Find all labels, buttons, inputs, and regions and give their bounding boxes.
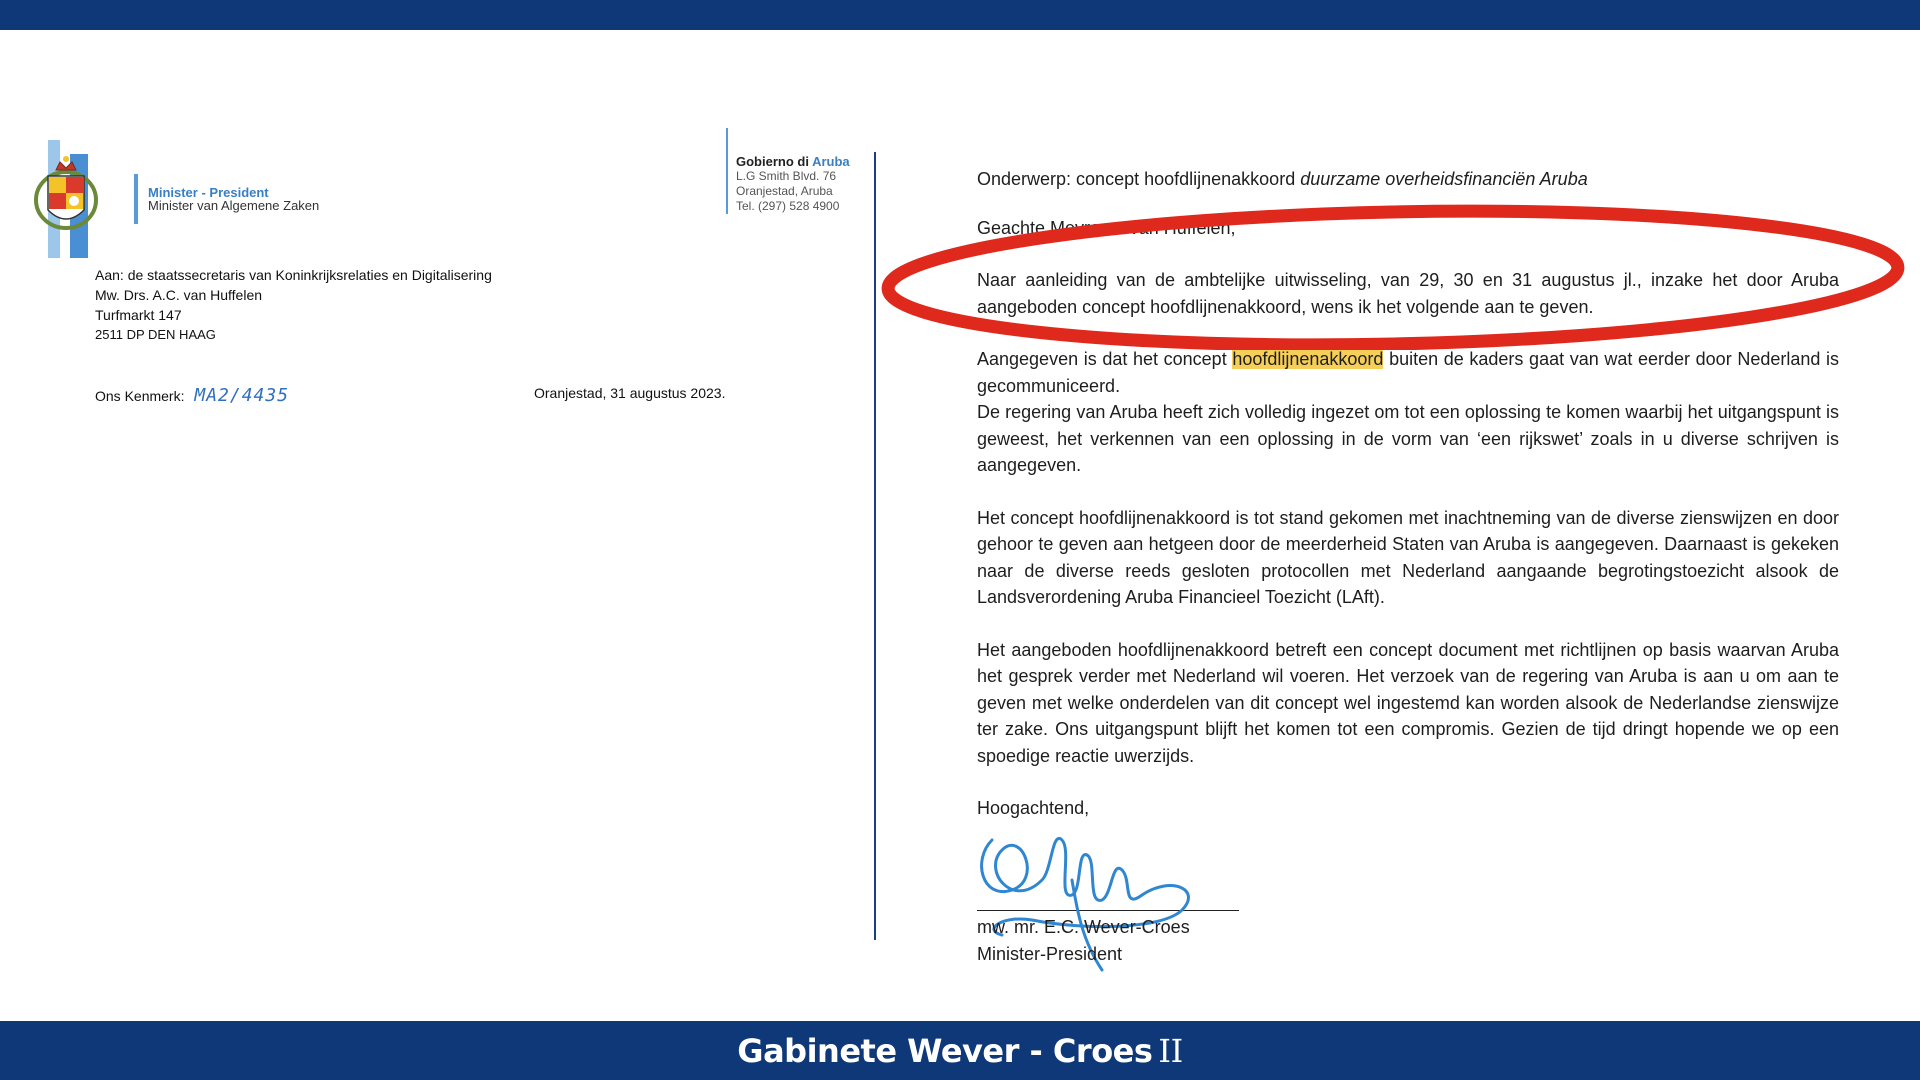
footer-roman-numeral: II: [1158, 1031, 1183, 1070]
place-date: Oranjestad, 31 augustus 2023.: [534, 385, 726, 401]
letter-paragraph-4: Het concept hoofdlijnenakkoord is tot stand gekomen met inachtneming van de diverse zienswijzen en door gehoor te geven aan hetgeen door de meerderheid Staten van Aruba is aangegeven. Daarnaast is gekeken naar de diverse reeds gesloten protocollen met Nederland aangaande begrotingstoezicht alsook de Landsverordening Aruba Financieel Toezicht (LAft).: [977, 507, 1839, 607]
highlighted-term: hoofdlijnenakkoord: [1232, 349, 1384, 369]
signer-block: [977, 914, 1190, 968]
government-name-aruba: Aruba: [812, 154, 850, 169]
reference: [95, 385, 289, 406]
reference-label: Ons Kenmerk:: [95, 388, 185, 404]
signer-title: Minister-President: [977, 944, 1123, 964]
address-line-3: Turfmarkt 147: [95, 307, 182, 323]
letter-subject-italic: duurzame overheidsfinanciën Aruba: [1300, 169, 1588, 189]
ministry-rule: [134, 174, 138, 224]
government-telephone: Tel. (297) 528 4900: [736, 199, 840, 213]
government-name: Gobierno di Aruba: [736, 154, 850, 169]
red-circle-annotation: [878, 200, 1908, 350]
address-line-2: Mw. Drs. A.C. van Huffelen: [95, 287, 263, 303]
signer-name: mw. mr. E.C. Wever-Croes: [977, 917, 1190, 937]
government-city: Oranjestad, Aruba: [736, 184, 833, 198]
letter-salutation: Geachte Mevrouw Van Huffelen,: [977, 217, 1236, 238]
footer-band: [0, 1021, 1920, 1080]
page-divider: [874, 152, 876, 940]
address-line-1: Aan: de staatssecretaris van Koninkrijksrelaties en Digitalisering: [95, 267, 492, 283]
ministry-subtitle: Minister van Algemene Zaken: [148, 198, 320, 213]
recipient-address: [95, 265, 492, 345]
letter-closing: Hoogachtend,: [977, 798, 1090, 818]
address-line-4: 2511 DP DEN HAAG: [95, 327, 216, 342]
letter-paragraph-1: Naar aanleiding van de ambtelijke uitwisseling, van 29, 30 en 31 augustus jl., inzake het door Aruba aangeboden concept hoofdlijnenakkoord, wens ik het volgende aan te geven.: [977, 270, 1839, 317]
letter-paragraph-2: Aangegeven is dat het concept hoofdlijnenakkoord buiten de kaders gaat van wat eerder door Nederland is gecommuniceerd.: [977, 349, 1840, 396]
letter-subject: Onderwerp: concept hoofdlijnenakkoord duurzame overheidsfinanciën Aruba: [977, 169, 1588, 189]
letter-paragraph-3: De regering van Aruba heeft zich volledig ingezet om tot een oplossing te komen waarbij het uitgangspunt is geweest, het verkennen van een oplossing in de vorm van ‘een rijkswet’ zoals in u diverse schrijven is aangegeven.: [977, 402, 1839, 475]
government-address-block: [736, 154, 850, 214]
government-rule: [726, 128, 728, 214]
letter-paragraph-5: Het aangeboden hoofdlijnenakkoord betreft een concept document met richtlijnen op basis waarvan Aruba het gesprek verder met Nederland wil voeren. Het verzoek van de regering van Aruba is aan u om aan te geven met welke onderdelen van dit concept wel ingestemd kan worden alsook de Nederlandse zienswijze ter zake. Ons uitgangspunt blijft het komen tot een compromis. Gezien de tijd dringt hopende we op een spoedige reactie uwerzijds.: [977, 639, 1839, 766]
top-band: [0, 0, 1920, 30]
coat-of-arms-icon: [34, 140, 110, 258]
government-street: L.G Smith Blvd. 76: [736, 169, 837, 183]
ministry-title: Minister - President: [148, 185, 269, 200]
reference-handwritten: MA2/4435: [194, 385, 290, 406]
footer-title: Gabinete Wever - Croes II: [737, 1031, 1183, 1070]
